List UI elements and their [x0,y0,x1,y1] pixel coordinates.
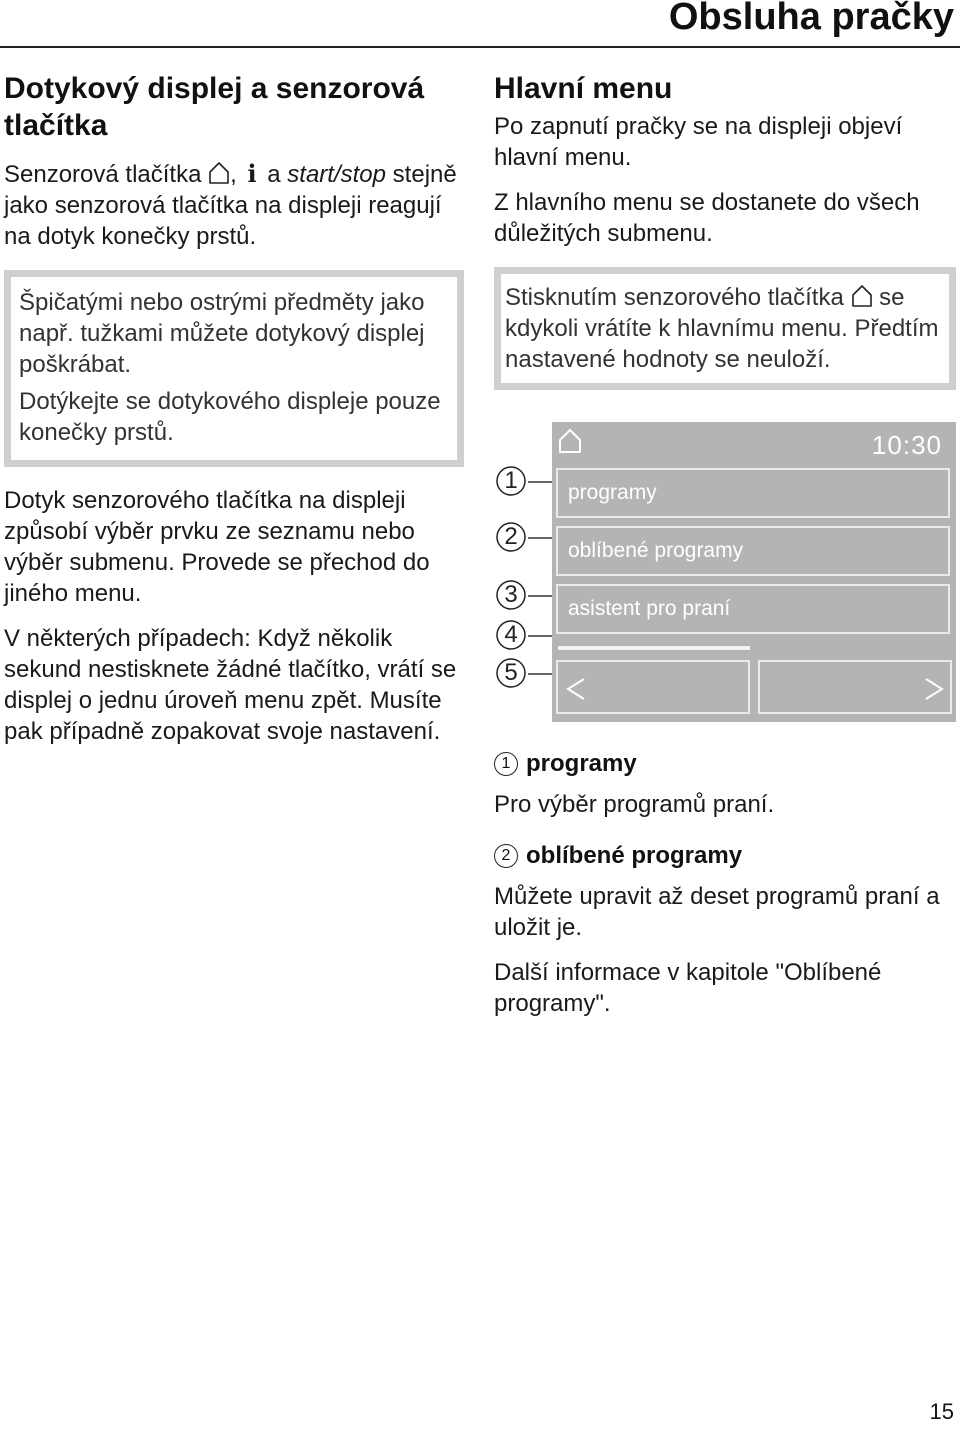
display-clock: 10:30 [871,430,942,460]
left-column [4,70,464,747]
info-icon: i [247,159,257,188]
legend-title-2: oblíbené programy [526,842,743,869]
legend-number-2: 2 [494,844,518,868]
paragraph-touch-select: Dotyk senzorového tlačítka na displeji způsobí výběr prvku ze seznamu nebo výběr submenu. Provede se přechod do jiného menu. [4,487,430,607]
intro-text-4: stejně jako senzorová tlačítka na displeji reagují na dotyk konečky prstů. [4,161,457,250]
warning-text-1: Špičatými nebo ostrými předměty jako např. tužkami můžete dotykový displej poškrábat. [19,289,425,378]
info-box-text [505,282,941,375]
callout-4: 4 [494,618,528,652]
section-heading-main-menu: Hlavní menu [494,72,673,105]
callout-1: 1 [494,464,528,498]
warning-text-2: Dotýkejte se dotykového displeje pouze konečky prstů. [19,388,441,446]
page-header-title: Obsluha pračky [668,0,954,38]
intro-text-1: Senzorová tlačítka [4,161,202,188]
section-heading-touch-display: Dotykový displej a senzorová tlačítka [4,72,425,142]
display-illustration [494,408,956,728]
leader-line-5 [528,673,552,675]
back-button[interactable] [556,660,750,714]
info-box-text-2: se kdykoli vrátíte k hlavnímu menu. Předtím nastavené hodnoty se neuloží. [505,284,939,373]
legend-heading-programs [494,748,956,779]
chevron-right-icon [760,662,954,716]
menu-item-wash-assistant[interactable]: asistent pro praní [556,584,950,634]
warning-box [4,270,464,467]
forward-button[interactable] [758,660,952,714]
header-divider [0,46,960,48]
paragraph-main-menu-appears: Po zapnutí pračky se na displeji objeví hlavní menu. [494,113,903,171]
legend-text-programs: Pro výběr programů praní. [494,791,775,818]
paragraph-timeout: V některých případech: Když několik sekund nestisknete žádné tlačítko, vrátí se displej o jednu úroveň menu zpět. Musíte pak případně zopakovat svoje nastavení. [4,625,457,745]
leader-line-4 [528,635,552,637]
page-number: 15 [929,1399,954,1424]
menu-item-programs[interactable]: programy [556,468,950,518]
leader-line-1 [528,481,552,483]
legend-heading-favourites [494,840,956,871]
info-box-text-1: Stisknutím senzorového tlačítka [505,284,844,311]
home-icon [208,161,230,185]
callout-3: 3 [494,578,528,612]
home-icon[interactable] [558,428,582,454]
info-box [494,267,956,390]
display-screen [552,422,956,722]
right-column [494,70,956,1019]
intro-text-2: , [230,161,237,188]
legend-number-1: 1 [494,752,518,776]
callout-2: 2 [494,520,528,554]
legend-text-favourites-more: Další informace v kapitole "Oblíbené programy". [494,959,882,1017]
intro-start-stop: start/stop [287,161,386,188]
legend-text-favourites: Můžete upravit až deset programů praní a uložit je. [494,883,940,941]
leader-line-3 [528,595,552,597]
chevron-left-icon [558,662,752,716]
intro-paragraph [4,158,464,252]
paragraph-submenus: Z hlavního menu se dostanete do všech důležitých submenu. [494,189,920,247]
menu-item-favourite-programs[interactable]: oblíbené programy [556,526,950,576]
scroll-position-bar [558,646,750,650]
home-icon [851,284,873,308]
leader-line-2 [528,537,552,539]
intro-text-3: a [267,161,281,188]
legend-title-1: programy [526,750,637,777]
callout-5: 5 [494,656,528,690]
